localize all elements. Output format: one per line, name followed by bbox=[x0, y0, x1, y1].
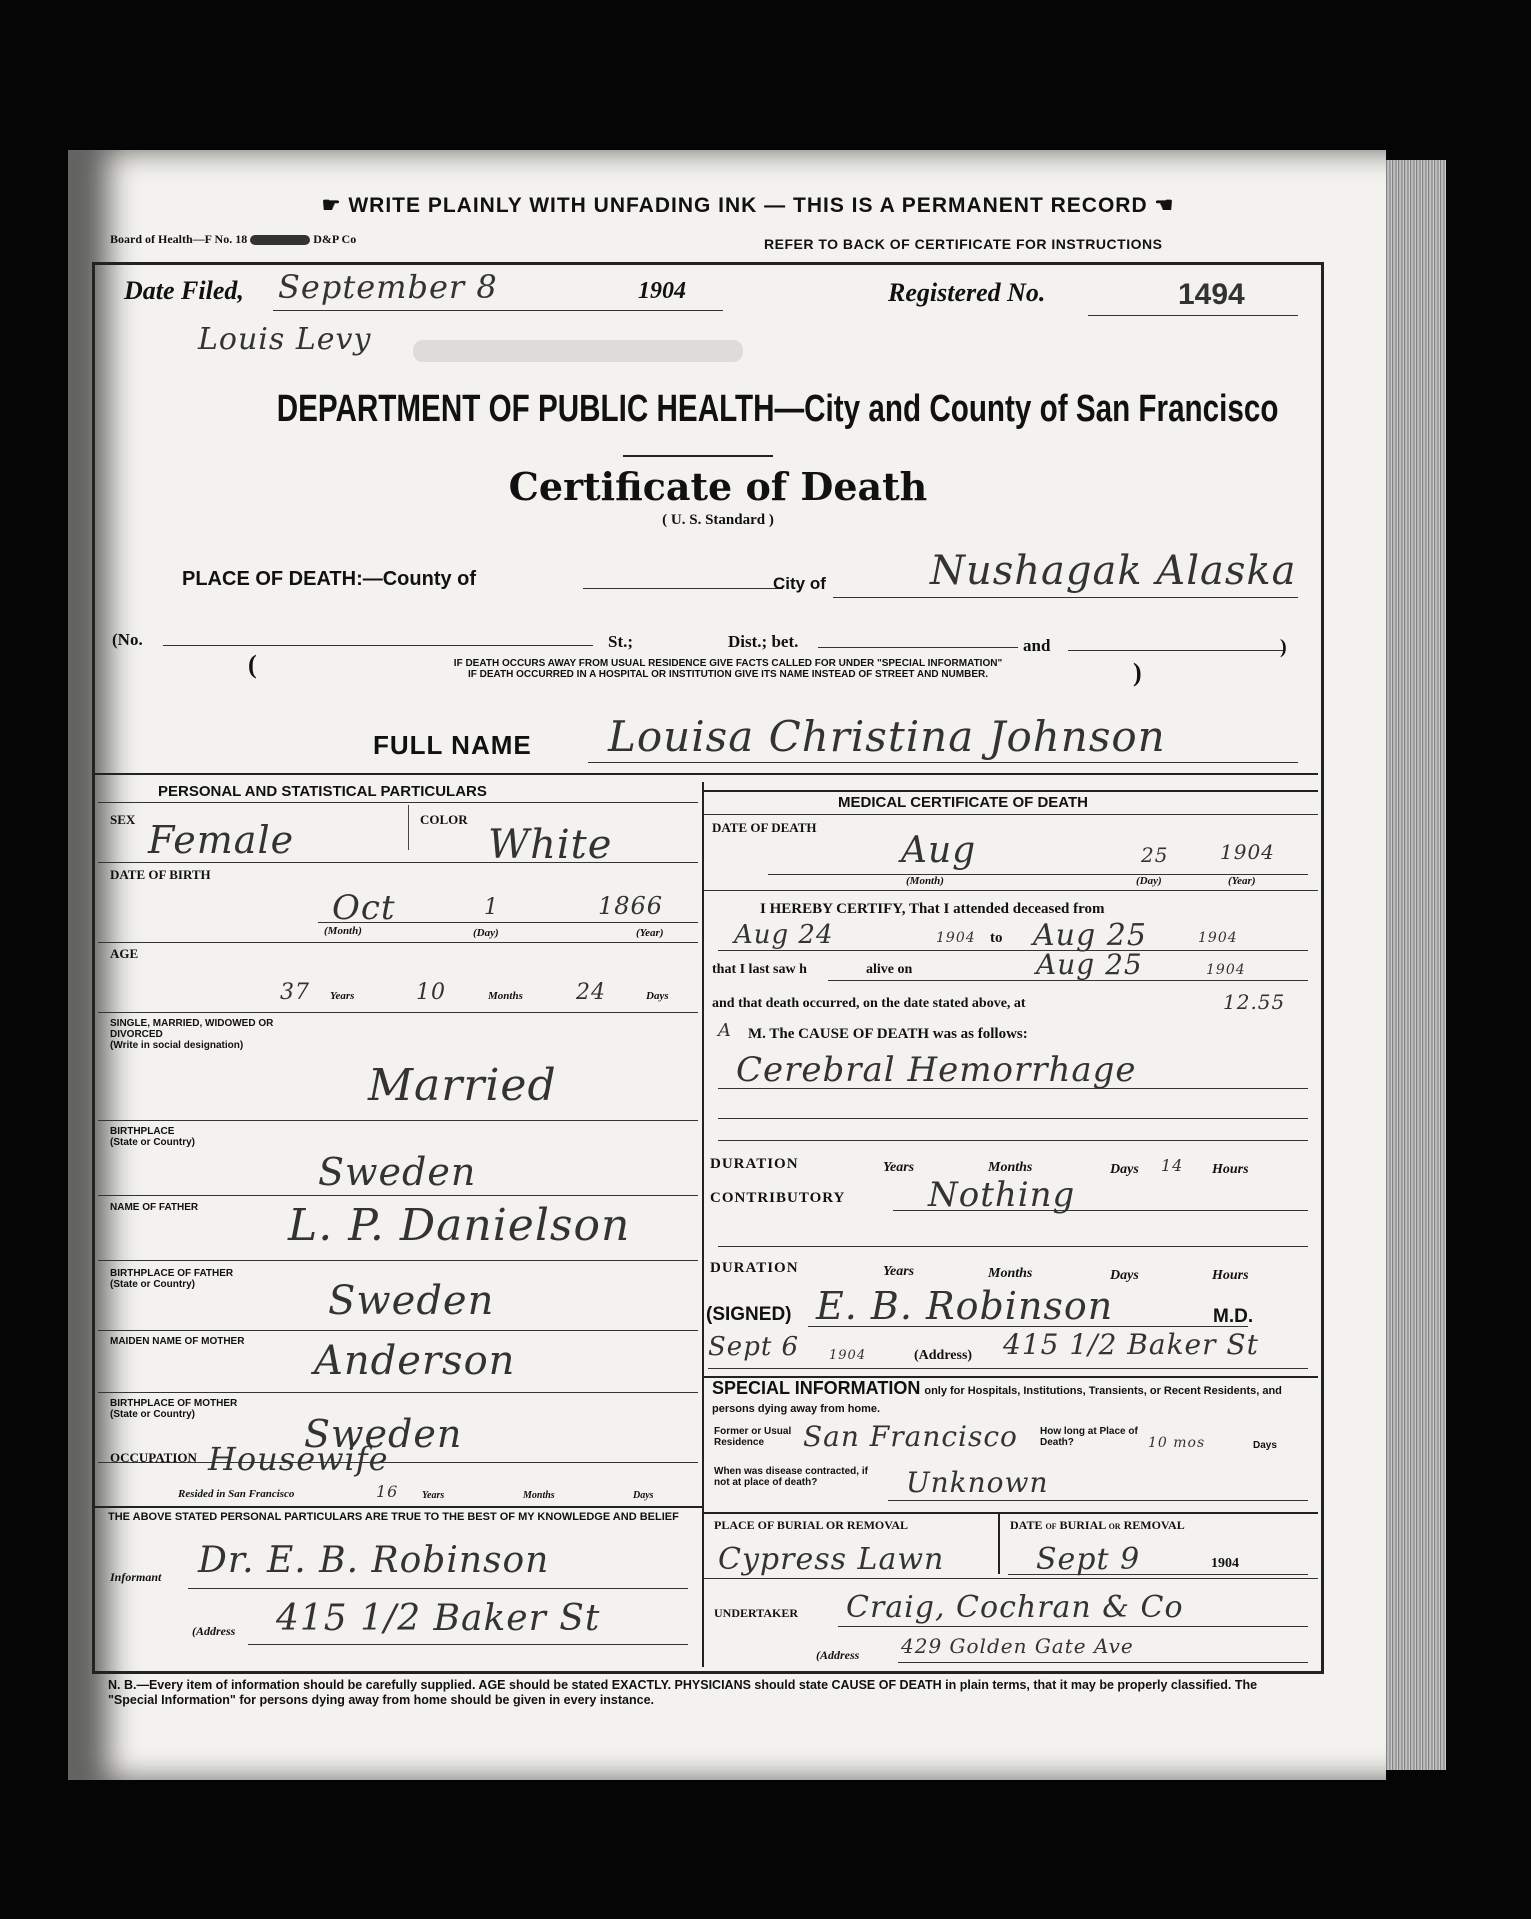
duration-hours-value: 14 bbox=[1161, 1156, 1184, 1175]
undertaker-address-value: 429 Golden Gate Ave bbox=[901, 1634, 1134, 1658]
informant-statement: THE ABOVE STATED PERSONAL PARTICULARS ARE TRUE TO THE BEST OF MY KNOWLEDGE AND BELIEF bbox=[108, 1511, 679, 1523]
banner-text bbox=[168, 193, 1328, 218]
banner-label: WRITE PLAINLY WITH UNFADING INK — THIS IS A PERMANENT RECORD bbox=[348, 194, 1148, 217]
father-birthplace-value: Sweden bbox=[328, 1278, 495, 1324]
date-filed-label: Date Filed, bbox=[124, 276, 244, 305]
former-residence-label: Former or Usual Residence bbox=[714, 1426, 792, 1448]
age-months-caption: Months bbox=[488, 990, 523, 1002]
signed-label: (SIGNED) bbox=[706, 1304, 792, 1325]
dob-day: 1 bbox=[484, 895, 499, 920]
attended-from-year: 1904 bbox=[936, 930, 976, 946]
dob-year-caption: (Year) bbox=[636, 927, 664, 939]
us-standard: ( U. S. Standard ) bbox=[662, 512, 774, 528]
duration-months-caption-2: Months bbox=[988, 1266, 1033, 1281]
marital-label: SINGLE, MARRIED, WIDOWED OR DIVORCED (Write in social designation) bbox=[110, 1018, 274, 1051]
refer-instructions: REFER TO BACK OF CERTIFICATE FOR INSTRUCTIONS bbox=[764, 236, 1163, 252]
close-paren: ) bbox=[1280, 636, 1287, 658]
death-year: 1904 bbox=[1220, 840, 1275, 864]
duration-days-caption-2: Days bbox=[1110, 1268, 1139, 1283]
md-label: M.D. bbox=[1213, 1306, 1254, 1327]
registered-label: Registered No. bbox=[888, 278, 1046, 307]
attended-to-date: Aug 25 bbox=[1033, 918, 1147, 953]
pointing-hand-left-icon: ☛ bbox=[321, 194, 349, 217]
birthplace-label: BIRTHPLACE (State or Country) bbox=[110, 1126, 195, 1148]
age-label: AGE bbox=[110, 946, 139, 961]
certificate-page bbox=[68, 150, 1386, 1780]
open-paren-large: ( bbox=[248, 650, 257, 679]
contracted-value: Unknown bbox=[906, 1466, 1049, 1499]
age-months: 10 bbox=[416, 980, 446, 1005]
street-label: St.; bbox=[608, 632, 634, 651]
duration-years-caption-2: Years bbox=[883, 1264, 915, 1279]
age-days: 24 bbox=[576, 980, 606, 1005]
duration-label-1: DURATION bbox=[710, 1156, 799, 1172]
mother-label: MAIDEN NAME OF MOTHER bbox=[110, 1336, 245, 1347]
dob-label: DATE OF BIRTH bbox=[110, 867, 211, 882]
last-saw-year: 1904 bbox=[1206, 962, 1246, 978]
last-saw-label: that I last saw h bbox=[712, 962, 807, 977]
to-label: to bbox=[990, 930, 1003, 946]
footer-note: N. B.—Every item of information should be carefully supplied. AGE should be stated EXACTLY. PHYSICIANS should state CAUSE OF DEATH in plain terms, that it may be properly classified. The "Special Information" for persons dying away from home should be given in every instance. bbox=[108, 1678, 1258, 1707]
death-year-caption: (Year) bbox=[1228, 875, 1256, 887]
date-filed-value: September 8 bbox=[278, 268, 498, 306]
contributory-label: CONTRIBUTORY bbox=[710, 1190, 846, 1206]
mother-birthplace-label: BIRTHPLACE OF MOTHER (State or Country) bbox=[110, 1398, 238, 1420]
medical-section-title: MEDICAL CERTIFICATE OF DEATH bbox=[838, 794, 1088, 811]
certificate-title: Certificate of Death bbox=[508, 464, 928, 509]
sex-value: Female bbox=[148, 818, 295, 862]
dob-year: 1866 bbox=[598, 892, 664, 920]
medical-address-label: (Address) bbox=[914, 1348, 973, 1363]
burial-date-value: Sept 9 bbox=[1036, 1542, 1141, 1577]
registrar-signature: Louis Levy bbox=[198, 322, 372, 357]
city-value: Nushagak Alaska bbox=[930, 548, 1297, 594]
undertaker-label: UNDERTAKER bbox=[714, 1606, 799, 1620]
duration-label-2: DURATION bbox=[710, 1260, 799, 1276]
color-value: White bbox=[488, 822, 613, 868]
color-label: COLOR bbox=[420, 812, 468, 827]
district-label: Dist.; bet. bbox=[728, 632, 799, 651]
signed-year: 1904 bbox=[829, 1348, 867, 1363]
full-name-value: Louisa Christina Johnson bbox=[608, 712, 1166, 761]
duration-months-caption-1: Months bbox=[988, 1160, 1033, 1175]
meridian: A bbox=[718, 1020, 732, 1041]
dob-month-caption: (Month) bbox=[324, 925, 362, 937]
resided-years-caption: Years bbox=[422, 1490, 445, 1501]
burial-place-value: Cypress Lawn bbox=[718, 1542, 945, 1577]
cause-value: Cerebral Hemorrhage bbox=[736, 1050, 1137, 1090]
medical-address-value: 415 1/2 Baker St bbox=[1003, 1328, 1259, 1361]
place-of-death-label: PLACE OF DEATH:—County of bbox=[182, 568, 477, 590]
father-value: L. P. Danielson bbox=[288, 1200, 631, 1251]
undertaker-value: Craig, Cochran & Co bbox=[846, 1590, 1184, 1625]
filed-year: 1904 bbox=[638, 278, 686, 304]
special-info-header: SPECIAL INFORMATION only for Hospitals, Institutions, Transients, or Recent Residents, and persons dying away from home. bbox=[712, 1378, 1282, 1415]
undertaker-address-label: (Address bbox=[816, 1648, 860, 1662]
how-long-days-caption: Days bbox=[1253, 1440, 1277, 1451]
birthplace-value: Sweden bbox=[318, 1150, 477, 1194]
place-note: IF DEATH OCCURS AWAY FROM USUAL RESIDENCE GIVE FACTS CALLED FOR UNDER "SPECIAL INFORMATION" IF DEATH OCCURRED IN A HOSPITAL OR INSTITUTION GIVE ITS NAME INSTEAD OF STREET AND NUMBER. bbox=[453, 658, 1003, 680]
full-name-label: FULL NAME bbox=[373, 730, 532, 760]
informant-value: Dr. E. B. Robinson bbox=[198, 1540, 550, 1581]
burial-place-label: PLACE OF BURIAL OR REMOVAL bbox=[714, 1518, 909, 1532]
date-of-death-label: DATE OF DEATH bbox=[712, 820, 817, 835]
duration-hours-caption-2: Hours bbox=[1212, 1268, 1249, 1283]
father-label: NAME OF FATHER bbox=[110, 1202, 199, 1213]
personal-section-title: PERSONAL AND STATISTICAL PARTICULARS bbox=[158, 783, 487, 800]
cause-label: M. The CAUSE OF DEATH was as follows: bbox=[748, 1026, 1028, 1042]
book-page-edges bbox=[1386, 160, 1446, 1770]
occupation-label: OCCUPATION bbox=[110, 1450, 197, 1465]
duration-years-caption-1: Years bbox=[883, 1160, 915, 1175]
marital-value: Married bbox=[368, 1060, 557, 1111]
pointing-hand-right-icon: ☚ bbox=[1147, 194, 1175, 217]
city-label: City of bbox=[773, 574, 826, 593]
sex-label: SEX bbox=[110, 812, 136, 827]
burial-date-label: DATE of BURIAL or REMOVAL bbox=[1010, 1518, 1185, 1532]
resided-months-caption: Months bbox=[523, 1490, 555, 1501]
age-years-caption: Years bbox=[330, 990, 355, 1002]
former-residence-value: San Francisco bbox=[803, 1420, 1018, 1453]
dob-day-caption: (Day) bbox=[473, 927, 499, 939]
occupation-value: Housewife bbox=[208, 1440, 389, 1478]
age-days-caption: Days bbox=[646, 990, 669, 1002]
registered-number: 1494 bbox=[1178, 278, 1245, 311]
duration-days-caption-1: Days bbox=[1110, 1162, 1139, 1177]
department-title: DEPARTMENT OF PUBLIC HEALTH—City and County of San Francisco bbox=[276, 388, 1279, 430]
signed-value: E. B. Robinson bbox=[816, 1284, 1114, 1328]
faded-stamp bbox=[413, 340, 743, 362]
occurred-time: 12.55 bbox=[1223, 990, 1286, 1014]
informant-address-value: 415 1/2 Baker St bbox=[276, 1598, 601, 1639]
informant-label: Informant bbox=[110, 1570, 162, 1584]
occurred-label: and that death occurred, on the date stated above, at bbox=[712, 996, 1026, 1011]
how-long-value: 10 mos bbox=[1148, 1435, 1206, 1451]
printer-seal-icon bbox=[250, 235, 310, 245]
death-month: Aug bbox=[901, 830, 977, 871]
resided-years: 16 bbox=[376, 1482, 399, 1501]
contributory-value: Nothing bbox=[928, 1175, 1076, 1215]
resided-label: Resided in San Francisco bbox=[178, 1488, 295, 1500]
duration-hours-caption-1: Hours bbox=[1212, 1162, 1249, 1177]
attended-to-year: 1904 bbox=[1198, 930, 1238, 946]
mother-value: Anderson bbox=[314, 1338, 516, 1384]
resided-days-caption: Days bbox=[633, 1490, 654, 1501]
certify-text: I HEREBY CERTIFY, That I attended deceased from bbox=[760, 901, 1105, 917]
signed-date: Sept 6 bbox=[708, 1332, 800, 1362]
close-paren-large: ) bbox=[1133, 658, 1142, 687]
form-number: Board of Health—F No. 18 D&P Co bbox=[110, 232, 357, 246]
attended-from-date: Aug 24 bbox=[734, 920, 834, 950]
how-long-label: How long at Place of Death? bbox=[1040, 1426, 1138, 1448]
alive-on-label: alive on bbox=[866, 962, 913, 977]
informant-address-label: (Address bbox=[192, 1624, 236, 1638]
death-day-caption: (Day) bbox=[1136, 875, 1162, 887]
burial-year: 1904 bbox=[1211, 1556, 1239, 1571]
age-years: 37 bbox=[280, 980, 310, 1005]
street-no-label: (No. bbox=[112, 630, 143, 649]
mother-birthplace-value: Sweden bbox=[304, 1412, 463, 1456]
dob-month: Oct bbox=[332, 888, 396, 928]
contracted-label: When was disease contracted, if not at place of death? bbox=[714, 1466, 868, 1488]
father-birthplace-label: BIRTHPLACE OF FATHER (State or Country) bbox=[110, 1268, 234, 1290]
last-saw-date: Aug 25 bbox=[1036, 948, 1143, 981]
and-label: and bbox=[1023, 636, 1051, 655]
death-month-caption: (Month) bbox=[906, 875, 944, 887]
death-day: 25 bbox=[1141, 843, 1169, 867]
